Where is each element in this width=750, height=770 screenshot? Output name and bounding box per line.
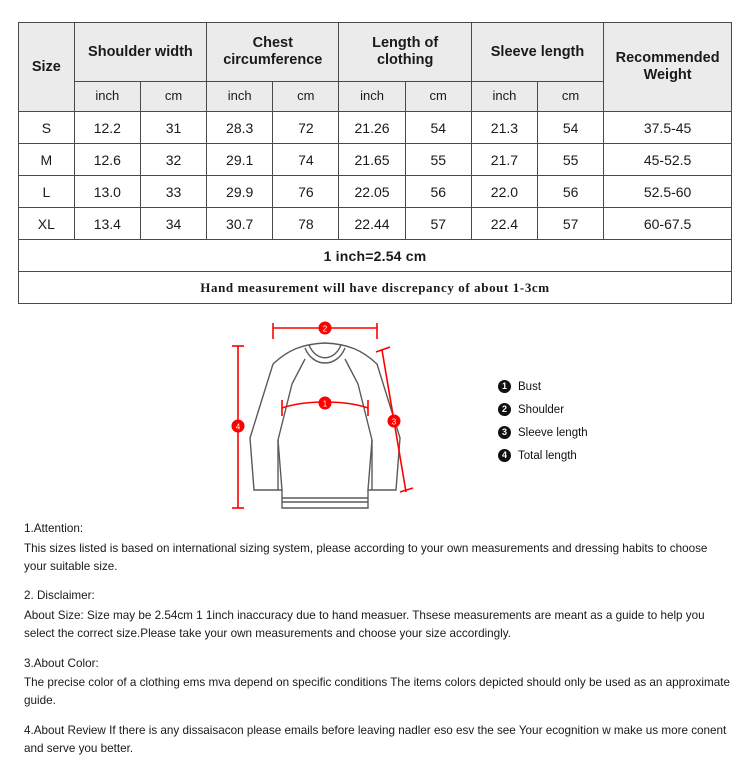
unit-shoulder-inch: inch: [74, 82, 140, 112]
header-length-of-clothing: Length of clothing: [339, 23, 471, 82]
cell-sleeve-cm: 56: [538, 176, 604, 208]
sweater-outline-icon: [250, 343, 400, 508]
note-conversion: 1 inch=2.54 cm: [19, 240, 732, 272]
cell-length-cm: 57: [405, 208, 471, 240]
cell-sleeve-inch: 21.3: [471, 112, 537, 144]
table-note-conversion-row: [19, 240, 732, 272]
table-note-discrepancy-row: [19, 272, 732, 304]
cell-shoulder-inch: 13.4: [74, 208, 140, 240]
note-attention-body: This sizes listed is based on international sizing system, please according to your own measurements and dressing habits to choose your suitable size.: [24, 541, 708, 573]
header-recommended-weight: Recommended Weight: [604, 23, 732, 112]
note-discrepancy: Hand measurement will have discrepancy of about 1-3cm: [19, 272, 732, 304]
unit-length-inch: inch: [339, 82, 405, 112]
header-chest-circumference: Chest circumference: [207, 23, 339, 82]
notes-section: [24, 520, 730, 770]
cell-chest-inch: 30.7: [207, 208, 273, 240]
note-color-body: The precise color of a clothing ems mva depend on specific conditions The items colors depicted should only be used as an approximate guide.: [24, 676, 730, 708]
table-row: [19, 208, 732, 240]
cell-sleeve-cm: 54: [538, 112, 604, 144]
legend-item-shoulder: [498, 403, 678, 416]
table-row: [19, 144, 732, 176]
cell-chest-inch: 28.3: [207, 112, 273, 144]
cell-size: S: [19, 112, 75, 144]
size-table-head: [19, 23, 732, 112]
cell-shoulder-cm: 31: [140, 112, 206, 144]
unit-sleeve-inch: inch: [471, 82, 537, 112]
diagram-legend: [498, 380, 678, 472]
note-disclaimer-title: 2. Disclaimer:: [24, 589, 95, 603]
legend-marker-icon: 2: [498, 403, 511, 416]
cell-shoulder-cm: 33: [140, 176, 206, 208]
cell-length-inch: 22.05: [339, 176, 405, 208]
cell-chest-cm: 78: [273, 208, 339, 240]
size-table-container: [18, 22, 732, 304]
cell-size: L: [19, 176, 75, 208]
cell-sleeve-inch: 22.4: [471, 208, 537, 240]
marker-bust-label: 1: [322, 399, 328, 409]
header-sleeve-length: Sleeve length: [471, 23, 603, 82]
legend-marker-icon: 1: [498, 380, 511, 393]
unit-sleeve-cm: cm: [538, 82, 604, 112]
unit-chest-cm: cm: [273, 82, 339, 112]
legend-label: Bust: [518, 380, 542, 393]
legend-item-sleeve-length: [498, 426, 678, 439]
cell-length-inch: 21.65: [339, 144, 405, 176]
marker-sleeve-label: 3: [391, 417, 397, 427]
cell-shoulder-inch: 12.2: [74, 112, 140, 144]
legend-label: Sleeve length: [518, 426, 588, 439]
note-disclaimer-body: About Size: Size may be 2.54cm 1 1inch inaccuracy due to hand measuer. Thsese measurements are meant as a guide to help you select the correct size.Please take your own measurements and choose your size accordingly.: [24, 609, 705, 640]
header-row-main: [19, 23, 732, 82]
cell-shoulder-inch: 13.0: [74, 176, 140, 208]
cell-shoulder-cm: 32: [140, 144, 206, 176]
cell-length-inch: 22.44: [339, 208, 405, 240]
cell-size: M: [19, 144, 75, 176]
marker-total-length-label: 4: [235, 422, 241, 432]
cell-shoulder-cm: 34: [140, 208, 206, 240]
cell-sleeve-cm: 57: [538, 208, 604, 240]
cell-size: XL: [19, 208, 75, 240]
cell-shoulder-inch: 12.6: [74, 144, 140, 176]
cell-chest-cm: 74: [273, 144, 339, 176]
cell-sleeve-inch: 22.0: [471, 176, 537, 208]
legend-label: Shoulder: [518, 403, 565, 416]
size-table-body: [19, 112, 732, 304]
garment-measurement-diagram: [210, 312, 510, 527]
unit-length-cm: cm: [405, 82, 471, 112]
legend-marker-icon: 3: [498, 426, 511, 439]
legend-label: Total length: [518, 449, 577, 462]
cell-chest-cm: 72: [273, 112, 339, 144]
header-shoulder-width: Shoulder width: [74, 23, 206, 82]
note-color-title: 3.About Color:: [24, 656, 99, 670]
legend-item-bust: [498, 380, 678, 393]
cell-chest-inch: 29.9: [207, 176, 273, 208]
note-review-body: 4.About Review If there is any dissaisacon please emails before leaving nadler eso esv the see Your ecognition w make us more conent and serve you better.: [24, 724, 727, 755]
legend-item-total-length: [498, 449, 678, 462]
cell-length-cm: 56: [405, 176, 471, 208]
cell-length-cm: 55: [405, 144, 471, 176]
note-attention-title: 1.Attention:: [24, 522, 84, 535]
marker-shoulder-label: 2: [322, 324, 328, 334]
unit-shoulder-cm: cm: [140, 82, 206, 112]
cell-sleeve-cm: 55: [538, 144, 604, 176]
cell-chest-inch: 29.1: [207, 144, 273, 176]
cell-length-inch: 21.26: [339, 112, 405, 144]
cell-recommended-weight: 52.5-60: [604, 176, 732, 208]
cell-recommended-weight: 60-67.5: [604, 208, 732, 240]
cell-sleeve-inch: 21.7: [471, 144, 537, 176]
cell-recommended-weight: 45-52.5: [604, 144, 732, 176]
legend-marker-icon: 4: [498, 449, 511, 462]
table-row: [19, 112, 732, 144]
cell-length-cm: 54: [405, 112, 471, 144]
table-row: [19, 176, 732, 208]
header-size: Size: [19, 23, 75, 112]
size-table: [18, 22, 732, 304]
cell-chest-cm: 76: [273, 176, 339, 208]
cell-recommended-weight: 37.5-45: [604, 112, 732, 144]
unit-chest-inch: inch: [207, 82, 273, 112]
